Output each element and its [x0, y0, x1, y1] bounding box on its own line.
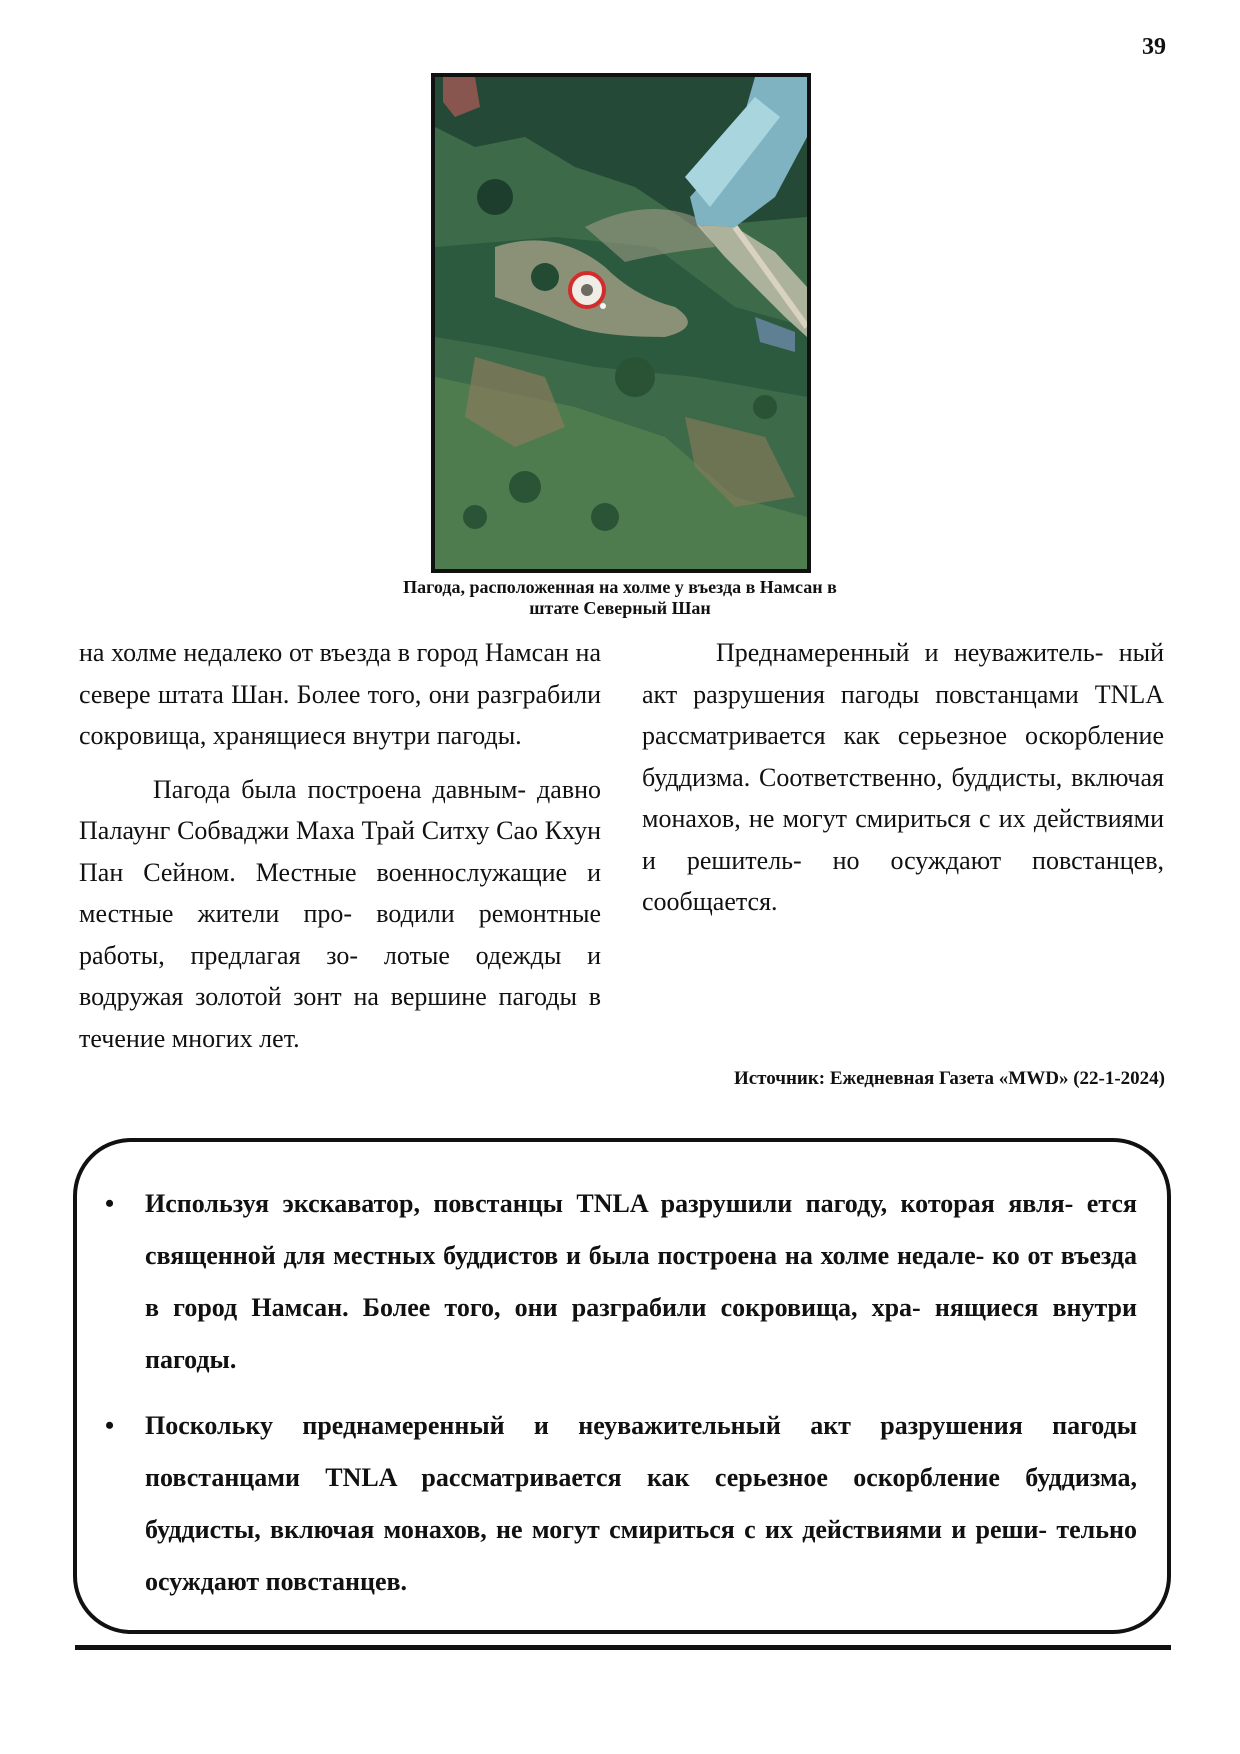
left-p2-line: на вершине пагоды в течение многих лет.	[79, 982, 602, 1053]
left-p2-line: давно Палаунг Собваджи Маха Трай	[79, 774, 602, 845]
right-column	[642, 632, 1164, 923]
right-p1-line: TNLA рассматривается как серьезное	[642, 679, 1165, 750]
left-p1-line: они разграбили сокровища, хранящиеся	[79, 679, 602, 750]
summary-item-text: Поскольку преднамеренный и неуважительный акт разрушения пагоды повстанцами TNLA рассматривается как серьезное оскорбление буддизма, буддисты, включая монахов, не могут смириться с их действиями и реши- тельно осуждают повстанцев.	[145, 1411, 1137, 1596]
bullet-icon: •	[105, 1411, 115, 1440]
left-column	[79, 632, 601, 1059]
left-paragraph-2	[79, 769, 601, 1060]
left-p1-line: на холме недалеко от въезда в город	[79, 638, 479, 667]
right-p1-line: но осуждают повстанцев, сообщается.	[642, 845, 1164, 916]
left-p2-line: водили ремонтные работы, предлагая зо-	[79, 899, 601, 970]
right-p1-line: оскорбление буддизма. Соответственно,	[642, 721, 1164, 792]
right-p1-line: ный акт разрушения пагоды повстанцами	[642, 638, 1164, 709]
left-p2-line: Пагода была построена давным-	[153, 774, 527, 804]
left-paragraph-1	[79, 632, 601, 757]
summary-item-text: Используя экскаватор, повстанцы TNLA разрушили пагоду, которая явля- ется священной для местных буддистов и была построена на холме недале- ко от въезда в город Намсан. Более того, они разграбили сокровища, хра- нящиеся внутри пагоды.	[145, 1189, 1137, 1374]
left-p2-line: лотые одежды и водружая золотой зонт	[79, 940, 601, 1011]
left-p2-line: военнослужащие и местные жители про-	[79, 857, 601, 928]
left-p1-line: внутри пагоды.	[352, 721, 522, 750]
figure-caption	[340, 577, 900, 619]
summary-box	[73, 1138, 1171, 1634]
right-p1-line: буддисты, включая монахов, не могут	[642, 762, 1165, 833]
right-p1-line: смириться с их действиями и решитель-	[642, 804, 1164, 875]
summary-item	[105, 1400, 1137, 1608]
source-citation: Источник: Ежедневная Газета «MWD» (22-1-2024)	[733, 1068, 1165, 1089]
right-paragraph-1	[642, 632, 1164, 923]
left-p1-line: Намсан на севере штата Шан. Более того,	[79, 638, 601, 709]
summary-item	[105, 1178, 1137, 1386]
left-p2-line: Ситху Сао Кхун Пан Сейном. Местные	[79, 816, 602, 887]
summary-list	[105, 1178, 1137, 1608]
satellite-photo	[431, 73, 811, 573]
caption-line-1: Пагода, расположенная на холме у въезда в Намсан в	[403, 577, 837, 597]
bottom-divider	[75, 1645, 1171, 1650]
bullet-icon: •	[105, 1189, 115, 1218]
caption-line-2: штате Северный Шан	[529, 598, 711, 618]
right-p1-line: Преднамеренный и неуважитель-	[716, 638, 1104, 667]
page-number: 39	[1142, 34, 1166, 60]
